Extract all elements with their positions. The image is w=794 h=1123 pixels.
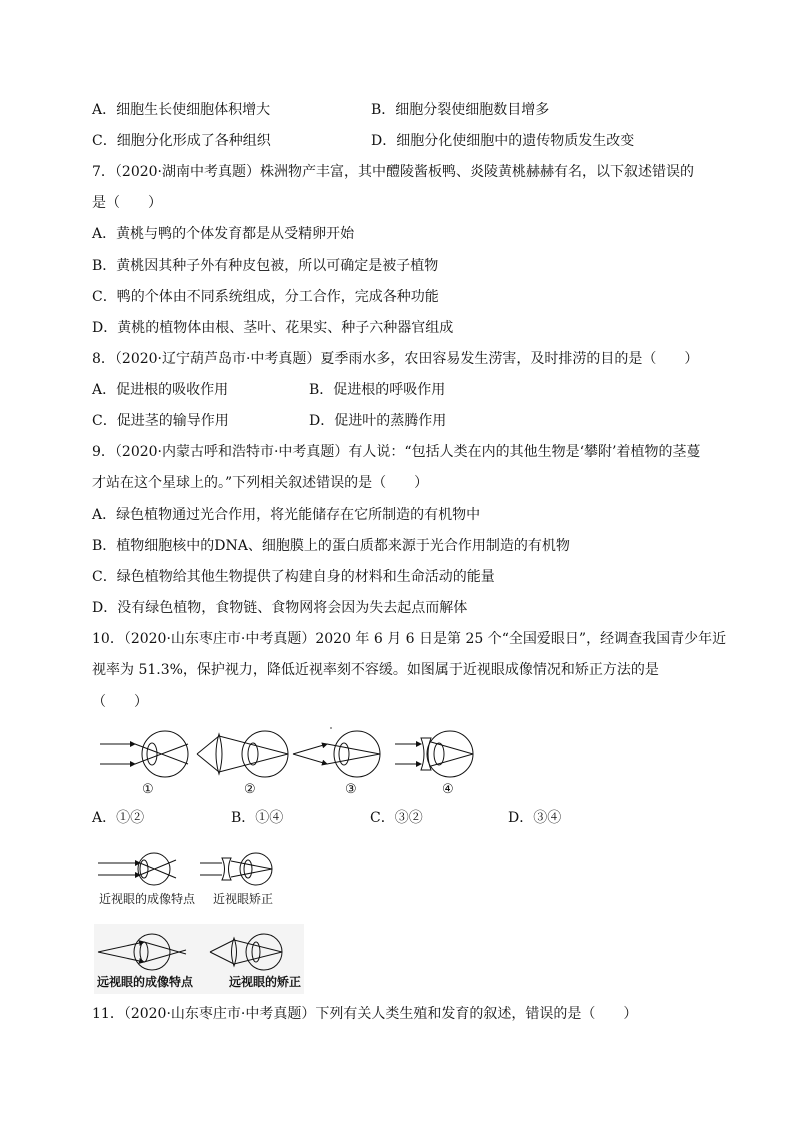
eye-diagram-1: [100, 731, 188, 777]
q9-option-a: A．绿色植物通过光合作用，将光能储存在它所制造的有机物中: [92, 507, 481, 523]
fig-label-3: ③: [345, 782, 357, 797]
eye-diagram-2: [197, 731, 288, 777]
hyperopia-imaging-caption: 远视眼的成像特点: [97, 975, 194, 989]
fig-label-2: ②: [244, 782, 256, 797]
q9-option-b: B．植物细胞核中的DNA、细胞膜上的蛋白质都来源于光合作用制造的有机物: [92, 538, 570, 554]
q7-option-d: D．黄桃的植物体由根、茎叶、花果实、种子六种器官组成: [92, 320, 454, 336]
q8-option-d: D．促进叶的蒸腾作用: [309, 413, 447, 429]
q7-stem-line1: 7．（2020·湖南中考真题）株洲物产丰富，其中醴陵酱板鸭、炎陵黄桃赫赫有名，以下叙述错误的: [92, 164, 694, 180]
q9-option-d: D．没有绿色植物，食物链、食物网将会因为失去起点而解体: [92, 600, 468, 616]
q7-option-c: C．鸭的个体由不同系统组成，分工合作，完成各种功能: [92, 289, 439, 305]
q8-stem: 8．（2020·辽宁葫芦岛市·中考真题）夏季雨水多，农田容易发生涝害，及时排涝的目的是（ ）: [92, 351, 699, 367]
q6-option-d: D．细胞分化使细胞中的遗传物质发生改变: [371, 133, 635, 149]
fig-label-1: ①: [142, 782, 154, 797]
myopia-explanation-figure: [96, 848, 286, 890]
q9-stem-line1: 9．（2020·内蒙古呼和浩特市·中考真题）有人说：“包括人类在内的其他生物是‘攀附’着植物的茎蔓: [92, 444, 701, 460]
q10-stem-line2: 视率为 51.3%，保护视力，降低近视率刻不容缓。如图属于近视眼成像情况和矫正方法的是: [92, 662, 659, 678]
hyperopia-correction-caption: 远视眼的矫正: [229, 975, 302, 989]
myopia-imaging-caption: 近视眼的成像特点: [99, 892, 196, 906]
q8-option-c: C．促进茎的输导作用: [92, 413, 229, 429]
q10-option-d: D．③④: [508, 810, 562, 826]
q10-stem-line3: （ ）: [92, 694, 148, 710]
q10-option-c: C．③②: [370, 810, 423, 826]
myopia-imaging-eye: [98, 853, 176, 885]
fig-label-4: ④: [442, 782, 454, 797]
q10-option-a: A．①②: [92, 810, 145, 826]
q11-stem: 11．（2020·山东枣庄市·中考真题）下列有关人类生殖和发育的叙述，错误的是（ ）: [92, 1006, 638, 1022]
q6-option-b: B．细胞分裂使细胞数目增多: [371, 102, 550, 118]
eye-diagrams-figure: [95, 722, 495, 794]
q6-option-a: A．细胞生长使细胞体积增大: [92, 102, 271, 118]
eye-diagram-3: [293, 728, 380, 777]
q7-option-b: B．黄桃因其种子外有种皮包被，所以可确定是被子植物: [92, 258, 439, 274]
myopia-correction-caption: 近视眼矫正: [213, 892, 274, 906]
q7-option-a: A．黄桃与鸭的个体发育都是从受精卵开始: [92, 226, 355, 242]
q9-stem-line2: 才站在这个星球上的。”下列相关叙述错误的是（ ）: [92, 475, 429, 491]
q8-option-a: A．促进根的吸收作用: [92, 382, 229, 398]
myopia-correction-eye: [200, 853, 272, 885]
q8-option-b: B．促进根的呼吸作用: [309, 382, 446, 398]
q7-stem-line2: 是（ ）: [92, 195, 162, 211]
q10-option-b: B．①④: [231, 810, 284, 826]
q10-stem-line1: 10．（2020·山东枣庄市·中考真题）2020 年 6 月 6 日是第 25 个“全国爱眼日”，经调查我国青少年近: [92, 631, 727, 647]
q6-option-c: C．细胞分化形成了各种组织: [92, 133, 271, 149]
q9-option-c: C．绿色植物给其他生物提供了构建自身的材料和生命活动的能量: [92, 569, 495, 585]
eye-diagram-4: [395, 731, 473, 777]
